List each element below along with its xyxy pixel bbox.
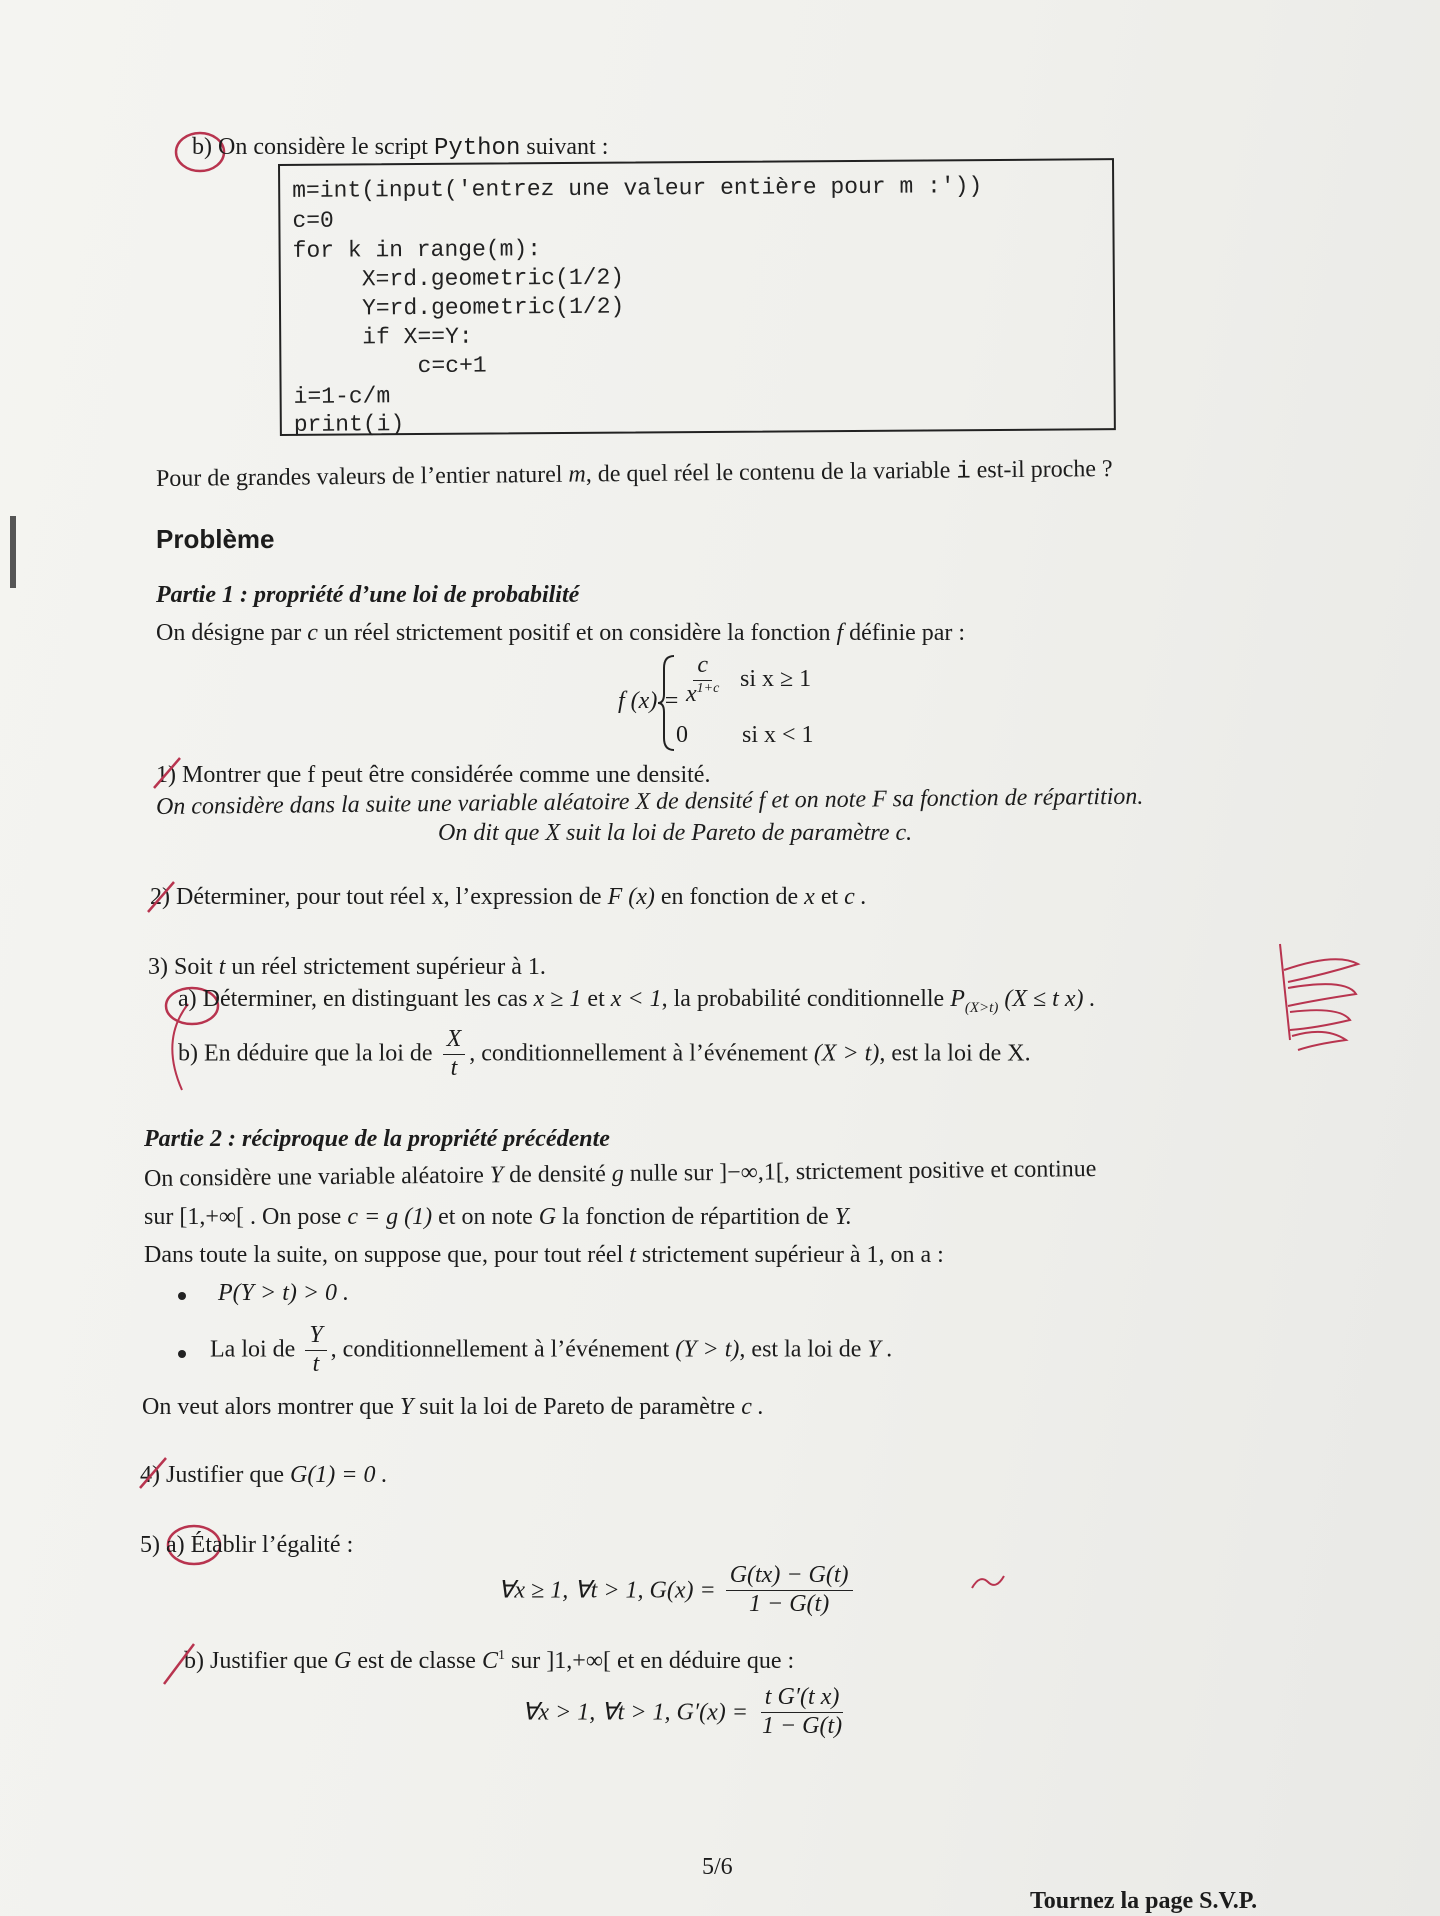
curly-brace xyxy=(656,654,678,752)
code-line: i=1-c/m xyxy=(293,383,391,410)
probleme-title: Problème xyxy=(156,524,275,554)
python-word: Python xyxy=(433,135,521,162)
bullet-1-text: P(Y > t) > 0 . xyxy=(218,1280,350,1306)
question-b-text: Pour de grandes valeurs de l’entier naturel m, de quel réel le contenu de la variable i est-il proche ? xyxy=(155,455,1113,492)
pen-slash-mark xyxy=(148,752,188,792)
question-4: 4) Justifier que G(1) = 0 . xyxy=(140,1462,388,1488)
question-5a: 5) a) Établir l’égalité : xyxy=(140,1532,354,1558)
code-line: c=0 xyxy=(292,207,334,234)
case2-condition: si x < 1 xyxy=(742,722,814,748)
code-line: m=int(input('entrez une valeur entière pour m :')) xyxy=(292,173,983,204)
question-5b: b) Justifier que G est de classe $C^1$ sur ]1,+∞[ et en déduire que : xyxy=(184,1648,795,1674)
question-3: 3) Soit t un réel strictement supérieur à 1. xyxy=(148,954,546,980)
question-b-header xyxy=(192,134,608,162)
question-2: 2) Déterminer, pour tout réel x, l’expression de F (x) en fonction de x et c . xyxy=(150,884,867,910)
code-line: for k in range(m): xyxy=(292,236,542,264)
note-1: On considère dans la suite une variable aléatoire X de densité f et on note F sa fonction de répartition. xyxy=(155,783,1144,820)
turn-page-note: Tournez la page S.V.P. xyxy=(1030,1888,1258,1914)
code-line: Y=rd.geometric(1/2) xyxy=(292,293,625,322)
code-line: c=c+1 xyxy=(293,352,487,380)
tilde-mark xyxy=(968,1570,1008,1594)
bullet xyxy=(178,1292,186,1300)
equation-2: ∀x > 1, ∀t > 1, G′(x) = $\frac{\text{t G′(t x)}}{1 - G(t)}$ xyxy=(522,1684,843,1739)
bullet xyxy=(178,1350,186,1358)
pen-slash-mark xyxy=(134,1452,174,1492)
code-box xyxy=(278,158,1116,436)
question-1: 1) Montrer que f peut être considérée comme une densité. xyxy=(156,762,711,788)
partie1-title: Partie 1 : propriété d’une loi de probabilité xyxy=(156,582,580,608)
page-number: 5/6 xyxy=(702,1854,733,1880)
partie2-line3: Dans toute la suite, on suppose que, pour tout réel t strictement supérieur à 1, on a : xyxy=(144,1242,944,1268)
binder-mark xyxy=(10,516,16,588)
partie2-line4: On veut alors montrer que Y suit la loi de Pareto de paramètre c . xyxy=(142,1394,764,1420)
fx-label: f (x) = xyxy=(618,688,680,714)
margin-scribble-mark xyxy=(1276,940,1386,1052)
partie2-title: Partie 2 : réciproque de la propriété précédente xyxy=(144,1126,610,1152)
question-b-label: b) xyxy=(192,134,212,160)
partie2-line1: On considère une variable aléatoire Y de densité g nulle sur ]−∞,1[, strictement positive et continue xyxy=(143,1156,1097,1192)
case2-value: 0 xyxy=(676,722,688,748)
note-2: On dit que X suit la loi de Pareto de paramètre c. xyxy=(438,820,913,846)
pen-slash-mark xyxy=(158,1638,202,1688)
pen-slash-mark xyxy=(142,876,182,916)
question-b-intro: On considère le script xyxy=(218,134,428,160)
question-b-intro-end: suivant : xyxy=(526,134,609,160)
code-line: print(i) xyxy=(293,411,405,438)
case1-condition: si x ≥ 1 xyxy=(740,666,812,692)
code-line: X=rd.geometric(1/2) xyxy=(292,264,625,293)
bullet-2-text: La loi de $\frac{Y}{t}$ , conditionnellement à l’événement (Y > t), est la loi de Y . xyxy=(210,1322,893,1377)
equation-1: ∀x ≥ 1, ∀t > 1, G(x) = $\frac{G(tx) - G(t)}{1 - G(t)}$ xyxy=(498,1562,857,1618)
question-3a: a) Déterminer, en distinguant les cas x ≥ 1 et x < 1, la probabilité conditionnelle $P_{(X>t)}$ (X ≤ t x) . xyxy=(178,986,1096,1016)
partie2-line2: sur [1,+∞[ . On pose c = g (1) et on note G la fonction de répartition de Y. xyxy=(144,1204,852,1230)
partie1-intro: On désigne par c un réel strictement positif et on considère la fonction f définie par : xyxy=(156,620,966,646)
code-line: if X==Y: xyxy=(293,323,473,351)
case1-fraction: $\frac{c}{x^{1+c}}$ xyxy=(686,652,720,707)
question-3b: b) En déduire que la loi de $\frac{X}{t}$ , conditionnellement à l’événement (X > t), est la loi de X. xyxy=(178,1026,1031,1081)
